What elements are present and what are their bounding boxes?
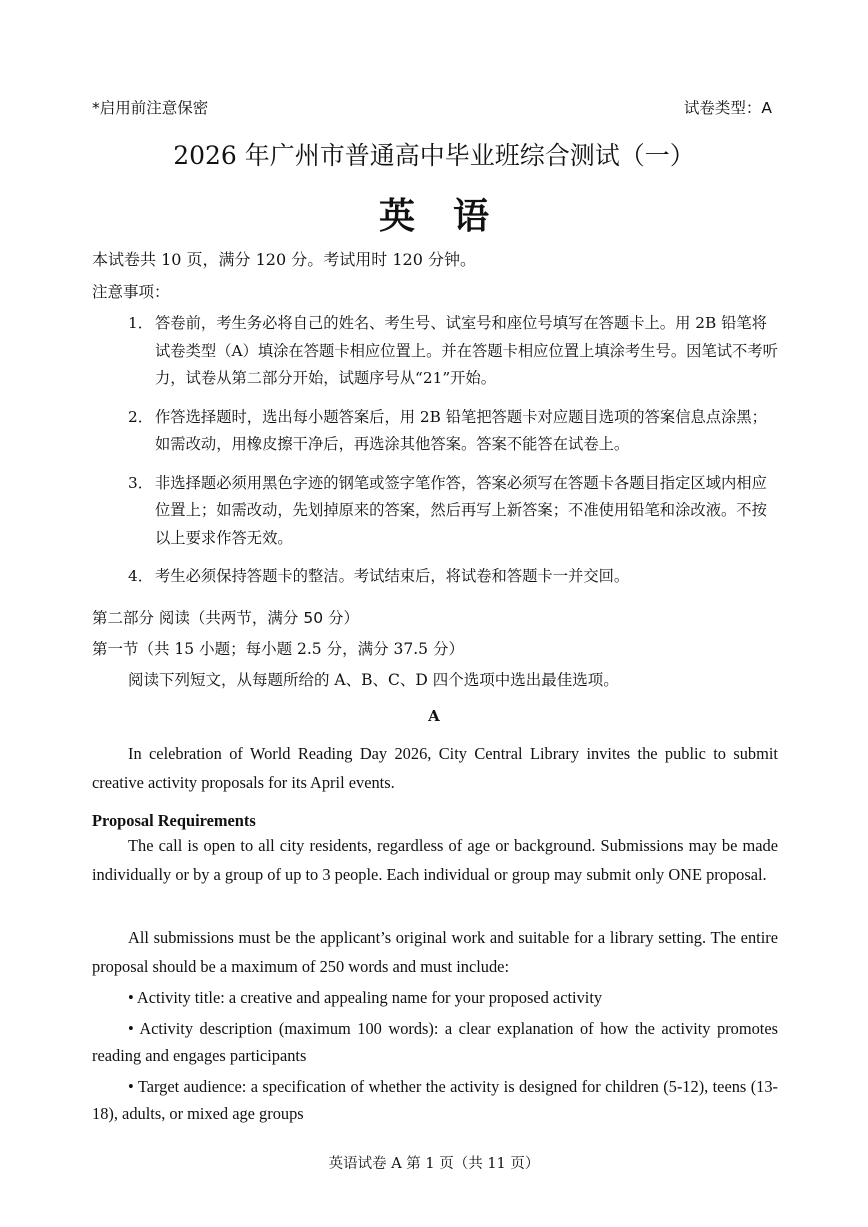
passage-paragraph: In celebration of World Reading Day 2026, City Central Library invites the public to submit creative activity proposals for its April events. [92,744,778,792]
paper-type-label: 试卷类型：A [683,99,772,117]
requirement-item: • Activity title: a creative and appealing name for your proposed activity [128,988,603,1007]
page-footer: 英语试卷 A 第 1 页（共 11 页） [328,1156,540,1172]
requirement-item: • Target audience: a specification of whether the activity is designed for children (5-12), teens (13-18), adults, or mixed age groups [92,1077,778,1123]
notice-item [128,310,778,393]
notice-number: 4． [128,567,154,585]
notice-item [128,404,778,459]
notice-number: 2． [128,407,154,426]
notice-item [128,563,778,591]
notice-heading: 注意事项： [92,283,170,301]
passage-paragraph: The call is open to all city residents, regardless of age or background. Submissions may be made individually or by a group of up to 3 people. Each individual or group may submit only ONE proposal. [92,836,778,884]
passage-paragraph: All submissions must be the applicant’s original work and suitable for a library setting. The entire proposal should be a maximum of 250 words and must include: [92,928,778,976]
notice-text: 考生必须保持答题卡的整洁。考试结束后，将试卷和答题卡一并交回。 [155,567,630,585]
passage-label: A [428,707,440,725]
requirement-item: • Activity description (maximum 100 words): a clear explanation of how the activity promotes reading and engages participants [92,1019,778,1065]
confidential-notice: *启用前注意保密 [92,99,209,117]
notice-text: 答卷前，考生务必将自己的姓名、考生号、试室号和座位号填写在答题卡上。用 2B 铅笔将试卷类型（A）填涂在答题卡相应位置上。并在答题卡相应位置上填涂考生号。因笔试不考听力，试卷从第二部分开始，试题序号从“21”开始。 [155,314,778,387]
exam-title: 2026 年广州市普通高中毕业班综合测试（一） [173,141,695,170]
notice-number: 3． [128,473,154,492]
exam-intro: 本试卷共 10 页，满分 120 分。考试用时 120 分钟。 [92,250,476,269]
notice-list [128,310,778,602]
notice-number: 1． [128,314,154,332]
notice-text: 非选择题必须用黑色字迹的钢笔或签字笔作答，答案必须写在答题卡各题目指定区域内相应位置上；如需改动，先划掉原来的答案，然后再写上新答案；不准使用铅笔和涂改液。不按以上要求作答无效。 [155,473,767,547]
notice-item [128,470,778,553]
part-heading: 第二部分 阅读（共两节，满分 50 分） [92,609,360,627]
requirement-list [92,984,778,1131]
passage-subheading: Proposal Requirements [92,811,256,830]
notice-text: 作答选择题时，选出每小题答案后，用 2B 铅笔把答题卡对应题目选项的答案信息点涂黑；如需改动，用橡皮擦干净后，再选涂其他答案。答案不能答在试卷上。 [155,407,767,453]
reading-instruction: 阅读下列短文，从每题所给的 A、B、C、D 四个选项中选出最佳选项。 [128,671,619,689]
section-heading: 第一节（共 15 小题；每小题 2.5 分，满分 37.5 分） [92,640,464,658]
subject-title: 英语 [378,195,527,237]
